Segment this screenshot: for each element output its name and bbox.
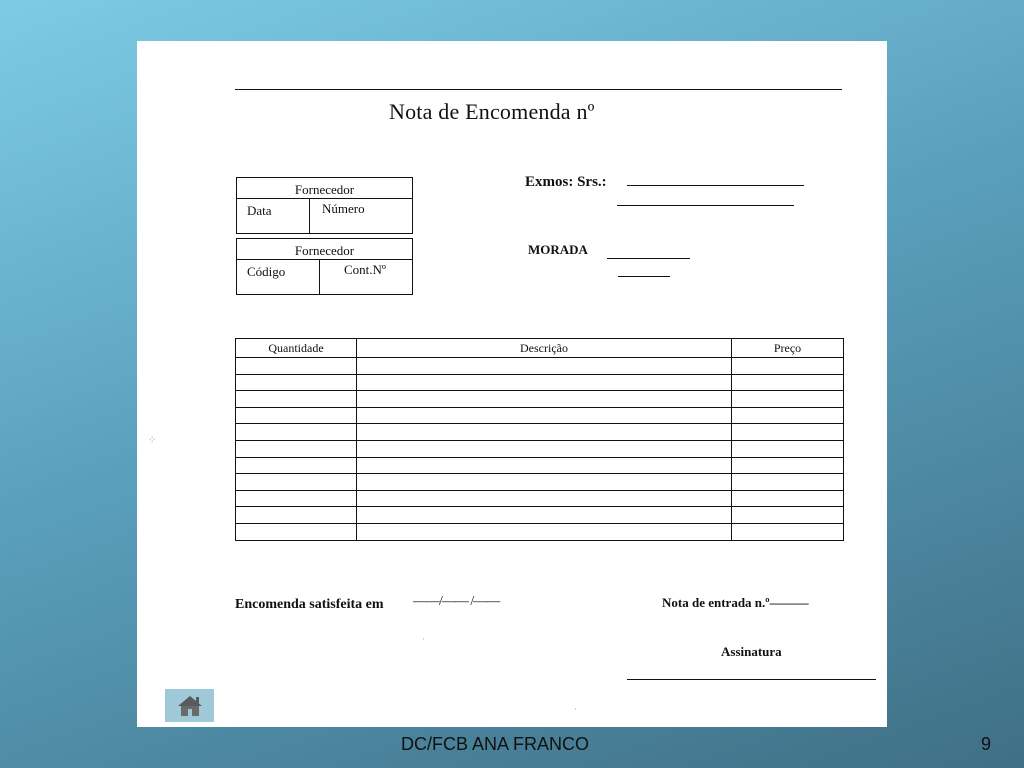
supplier-box-code-contract: [236, 238, 413, 295]
description-cell: [357, 523, 732, 540]
table-row: [236, 457, 844, 474]
supplier-box-divider: [319, 259, 320, 294]
quantity-cell: [236, 490, 357, 507]
table-row: [236, 490, 844, 507]
table-row: [236, 424, 844, 441]
description-cell: [357, 374, 732, 391]
price-cell: [732, 474, 844, 491]
fulfilled-label: Encomenda satisfeita em: [235, 597, 384, 612]
price-cell: [732, 391, 844, 408]
table-row: [236, 358, 844, 375]
home-icon: [177, 694, 203, 718]
table-row: [236, 391, 844, 408]
price-cell: [732, 374, 844, 391]
description-cell: [357, 440, 732, 457]
quantity-cell: [236, 523, 357, 540]
table-row: [236, 374, 844, 391]
scan-speck: ⁘: [148, 435, 157, 446]
signature-label: Assinatura: [721, 644, 782, 659]
description-cell: [357, 407, 732, 424]
address-line-1: [607, 258, 690, 259]
entry-note-label: Nota de entrada n.º———: [662, 595, 809, 610]
price-cell: [732, 507, 844, 524]
footer-author: DC/FCB ANA FRANCO: [401, 734, 590, 754]
price-cell: [732, 424, 844, 441]
description-cell: [357, 358, 732, 375]
supplier-box-header: Fornecedor: [237, 178, 412, 199]
quantity-cell: [236, 391, 357, 408]
price-cell: [732, 358, 844, 375]
order-form-sheet: [137, 41, 887, 727]
supplier-box-divider: [309, 198, 310, 233]
address-line-2: [618, 276, 670, 277]
items-table: [235, 338, 844, 541]
description-cell: [357, 490, 732, 507]
table-row: [236, 474, 844, 491]
quantity-cell: [236, 507, 357, 524]
number-label: Número: [322, 201, 365, 216]
scan-speck: ·: [422, 634, 425, 644]
document-title: Nota de Encomenda nº: [389, 99, 595, 124]
description-cell: [357, 474, 732, 491]
description-cell: [357, 424, 732, 441]
scan-speck: ·: [574, 704, 577, 714]
description-cell: [357, 507, 732, 524]
price-cell: [732, 457, 844, 474]
description-cell: [357, 457, 732, 474]
addressee-line-2: [617, 205, 794, 206]
table-header-row: [236, 339, 844, 358]
quantity-cell: [236, 374, 357, 391]
code-label: Código: [247, 264, 286, 279]
price-cell: [732, 440, 844, 457]
table-row: [236, 440, 844, 457]
signature-line: [627, 679, 876, 680]
supplier-box-header: Fornecedor: [237, 239, 412, 260]
column-header-quantity: Quantidade: [236, 339, 357, 358]
description-cell: [357, 391, 732, 408]
top-rule: [235, 89, 842, 90]
fulfilled-date-blank: ——/—— /——: [413, 594, 500, 609]
column-header-price: Preço: [732, 339, 844, 358]
home-button[interactable]: [165, 689, 214, 722]
quantity-cell: [236, 474, 357, 491]
table-row: [236, 507, 844, 524]
address-label: MORADA: [528, 242, 588, 257]
price-cell: [732, 407, 844, 424]
price-cell: [732, 490, 844, 507]
contract-number-label: Cont.Nº: [344, 262, 386, 277]
quantity-cell: [236, 358, 357, 375]
supplier-box-date-number: [236, 177, 413, 234]
date-label: Data: [247, 203, 272, 218]
quantity-cell: [236, 407, 357, 424]
addressee-label: Exmos: Srs.:: [525, 174, 607, 190]
column-header-description: Descrição: [357, 339, 732, 358]
quantity-cell: [236, 457, 357, 474]
addressee-line-1: [627, 185, 804, 186]
quantity-cell: [236, 440, 357, 457]
price-cell: [732, 523, 844, 540]
table-row: [236, 407, 844, 424]
quantity-cell: [236, 424, 357, 441]
slide-number: 9: [981, 734, 992, 754]
table-row: [236, 523, 844, 540]
